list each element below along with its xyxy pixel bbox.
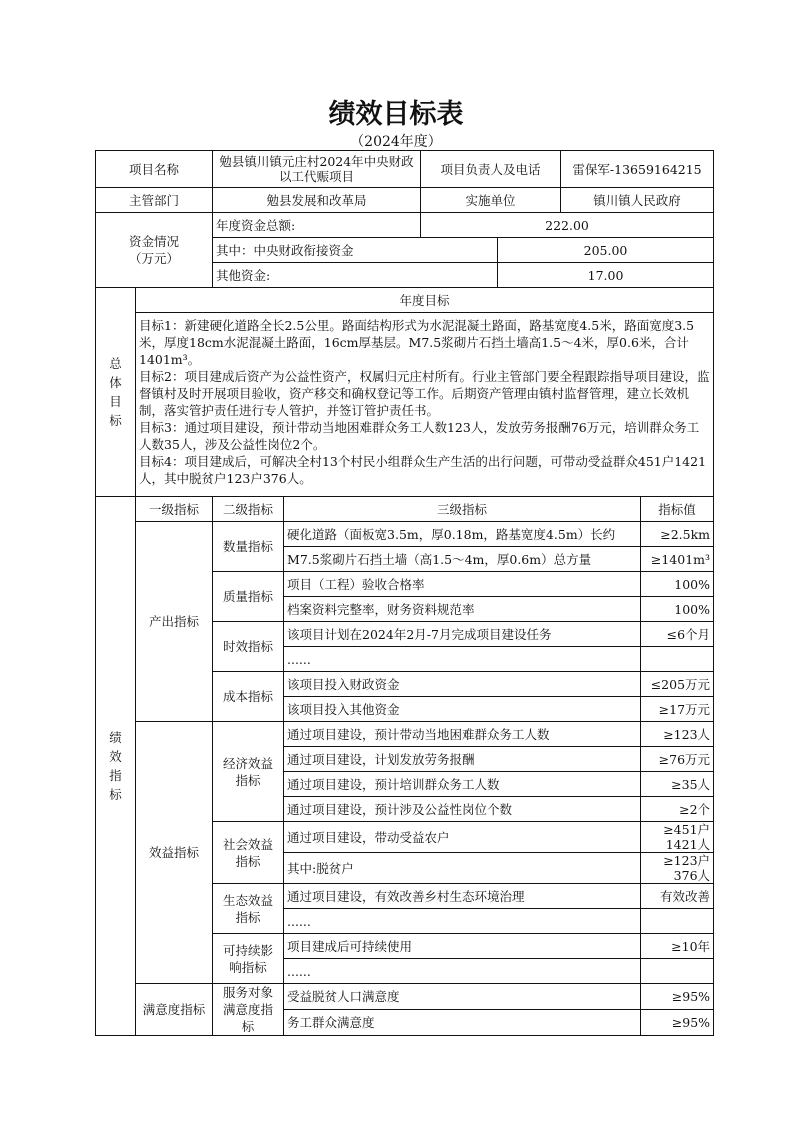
indicator-value: ≥10年 [641,934,714,959]
dept-label: 主管部门 [96,188,213,213]
level2-indicator: 经济效益指标 [213,722,284,822]
indicator-value: ≥123户376人 [641,853,714,884]
level3-indicator: 项目（工程）验收合格率 [284,572,641,597]
page-title: 绩效目标表 [328,99,464,130]
owner-label: 项目负责人及电话 [421,151,561,188]
indicator-value: 100% [641,572,714,597]
indicator-value: 100% [641,597,714,622]
level3-indicator: 该项目计划在2024年2月-7月完成项目建设任务 [284,622,641,647]
owner: 雷保军-13659164215 [561,151,714,188]
funds-central-value: 205.00 [498,238,714,263]
header-level3: 三级指标 [284,497,641,522]
goal-1: 目标1：新建硬化道路全长2.5公里。路面结构形式为水泥混凝土路面，路基宽度4.5米，路面宽度3.5米，厚度18cm水泥混凝土路面，16cm厚基层。M7.5浆砌片石挡土墙高1.5～4米，厚0.6米，合计1401m³。 [139,318,695,367]
level3-indicator: 通过项目建设，预计带动当地困难群众务工人数 [284,722,641,747]
level1-indicator: 效益指标 [136,722,213,984]
level1-indicator: 产出指标 [136,522,213,722]
level3-indicator: 受益脱贫人口满意度 [284,984,641,1010]
funds-total-value: 222.00 [421,213,714,238]
indicator-value [641,647,714,672]
indicator-value [641,909,714,934]
project-name: 勉县镇川镇元庄村2024年中央财政以工代赈项目 [213,151,421,188]
level2-indicator: 质量指标 [213,572,284,622]
funds-total-label: 年度资金总额: [213,213,421,238]
level3-indicator: 项目建成后可持续使用 [284,934,641,959]
indicator-value: 有效改善 [641,884,714,909]
level3-indicator: 通过项目建设，有效改善乡村生态环境治理 [284,884,641,909]
indicator-row [96,522,714,547]
level2-indicator: 可持续影响指标 [213,934,284,984]
indicator-value: ≥1401m³ [641,547,714,572]
impl: 镇川镇人民政府 [561,188,714,213]
level3-indicator: ...... [284,909,641,934]
indicator-value [641,959,714,984]
level2-indicator: 成本指标 [213,672,284,722]
level3-indicator: 硬化道路（面板宽3.5m，厚0.18m，路基宽度4.5m）长约 [284,522,641,547]
level2-indicator: 服务对象满意度指标 [213,984,284,1036]
indicator-value: ≥2.5km [641,522,714,547]
goal-4: 目标4：项目建成后，可解决全村13个村民小组群众生产生活的出行问题，可带动受益群众451户1421人，其中脱贫户123户376人。 [139,454,707,486]
header-value: 指标值 [641,497,714,522]
funds-other-label: 其他资金: [213,263,498,288]
overall-goal-label: 总体目标 [96,288,136,497]
level2-indicator: 社会效益指标 [213,822,284,884]
indicator-value: ≥123人 [641,722,714,747]
year-subtitle: （2024年度） [350,134,442,150]
indicator-value: ≥95% [641,1010,714,1036]
impl-label: 实施单位 [421,188,561,213]
funds-other-value: 17.00 [498,263,714,288]
level2-indicator: 时效指标 [213,622,284,672]
level3-indicator: ...... [284,647,641,672]
indicator-value: ≥451户1421人 [641,822,714,853]
indicator-row [96,984,714,1010]
level3-indicator: 该项目投入财政资金 [284,672,641,697]
dept: 勉县发展和改革局 [213,188,421,213]
indicator-value: ≥95% [641,984,714,1010]
indicator-value: ≥35人 [641,772,714,797]
funds-central-label: 其中：中央财政衔接资金 [213,238,498,263]
level2-indicator: 生态效益指标 [213,884,284,934]
header-level1: 一级指标 [136,497,213,522]
goal-2: 目标2：项目建成后资产为公益性资产，权属归元庄村所有。行业主管部门要全程跟踪指导项目建设，监督镇村及时开展项目验收，资产移交和确权登记等工作。后期资产管理由镇村监督管理，建立长效机制，落实管护责任进行专人管护，并签订管护责任书。 [139,369,710,418]
indicator-value: ≥76万元 [641,747,714,772]
indicator-value: ≥17万元 [641,697,714,722]
level3-indicator: 其中:脱贫户 [284,853,641,884]
annual-goals [136,313,714,497]
level3-indicator: ...... [284,959,641,984]
level1-indicator: 满意度指标 [136,984,213,1036]
indicator-value: ≤6个月 [641,622,714,647]
goal-3: 目标3：通过项目建设，预计带动当地困难群众务工人数123人，发放劳务报酬76万元，培训群众务工人数35人，涉及公益性岗位2个。 [139,420,700,452]
level3-indicator: 档案资料完整率，财务资料规范率 [284,597,641,622]
performance-table [95,150,714,1036]
level3-indicator: M7.5浆砌片石挡土墙（高1.5～4m，厚0.6m）总方量 [284,547,641,572]
level3-indicator: 通过项目建设，预计培训群众务工人数 [284,772,641,797]
level3-indicator: 务工群众满意度 [284,1010,641,1036]
level3-indicator: 该项目投入其他资金 [284,697,641,722]
level3-indicator: 通过项目建设，预计涉及公益性岗位个数 [284,797,641,822]
header-level2: 二级指标 [213,497,284,522]
indicator-value: ≤205万元 [641,672,714,697]
level3-indicator: 通过项目建设，计划发放劳务报酬 [284,747,641,772]
funds-label: 资金情况（万元） [96,213,213,288]
perf-indicators-label: 绩效指标 [96,497,136,1036]
indicator-row [96,722,714,747]
annual-goal-heading: 年度目标 [136,288,714,313]
level2-indicator: 数量指标 [213,522,284,572]
project-name-label: 项目名称 [96,151,213,188]
indicator-value: ≥2个 [641,797,714,822]
level3-indicator: 通过项目建设，带动受益农户 [284,822,641,853]
